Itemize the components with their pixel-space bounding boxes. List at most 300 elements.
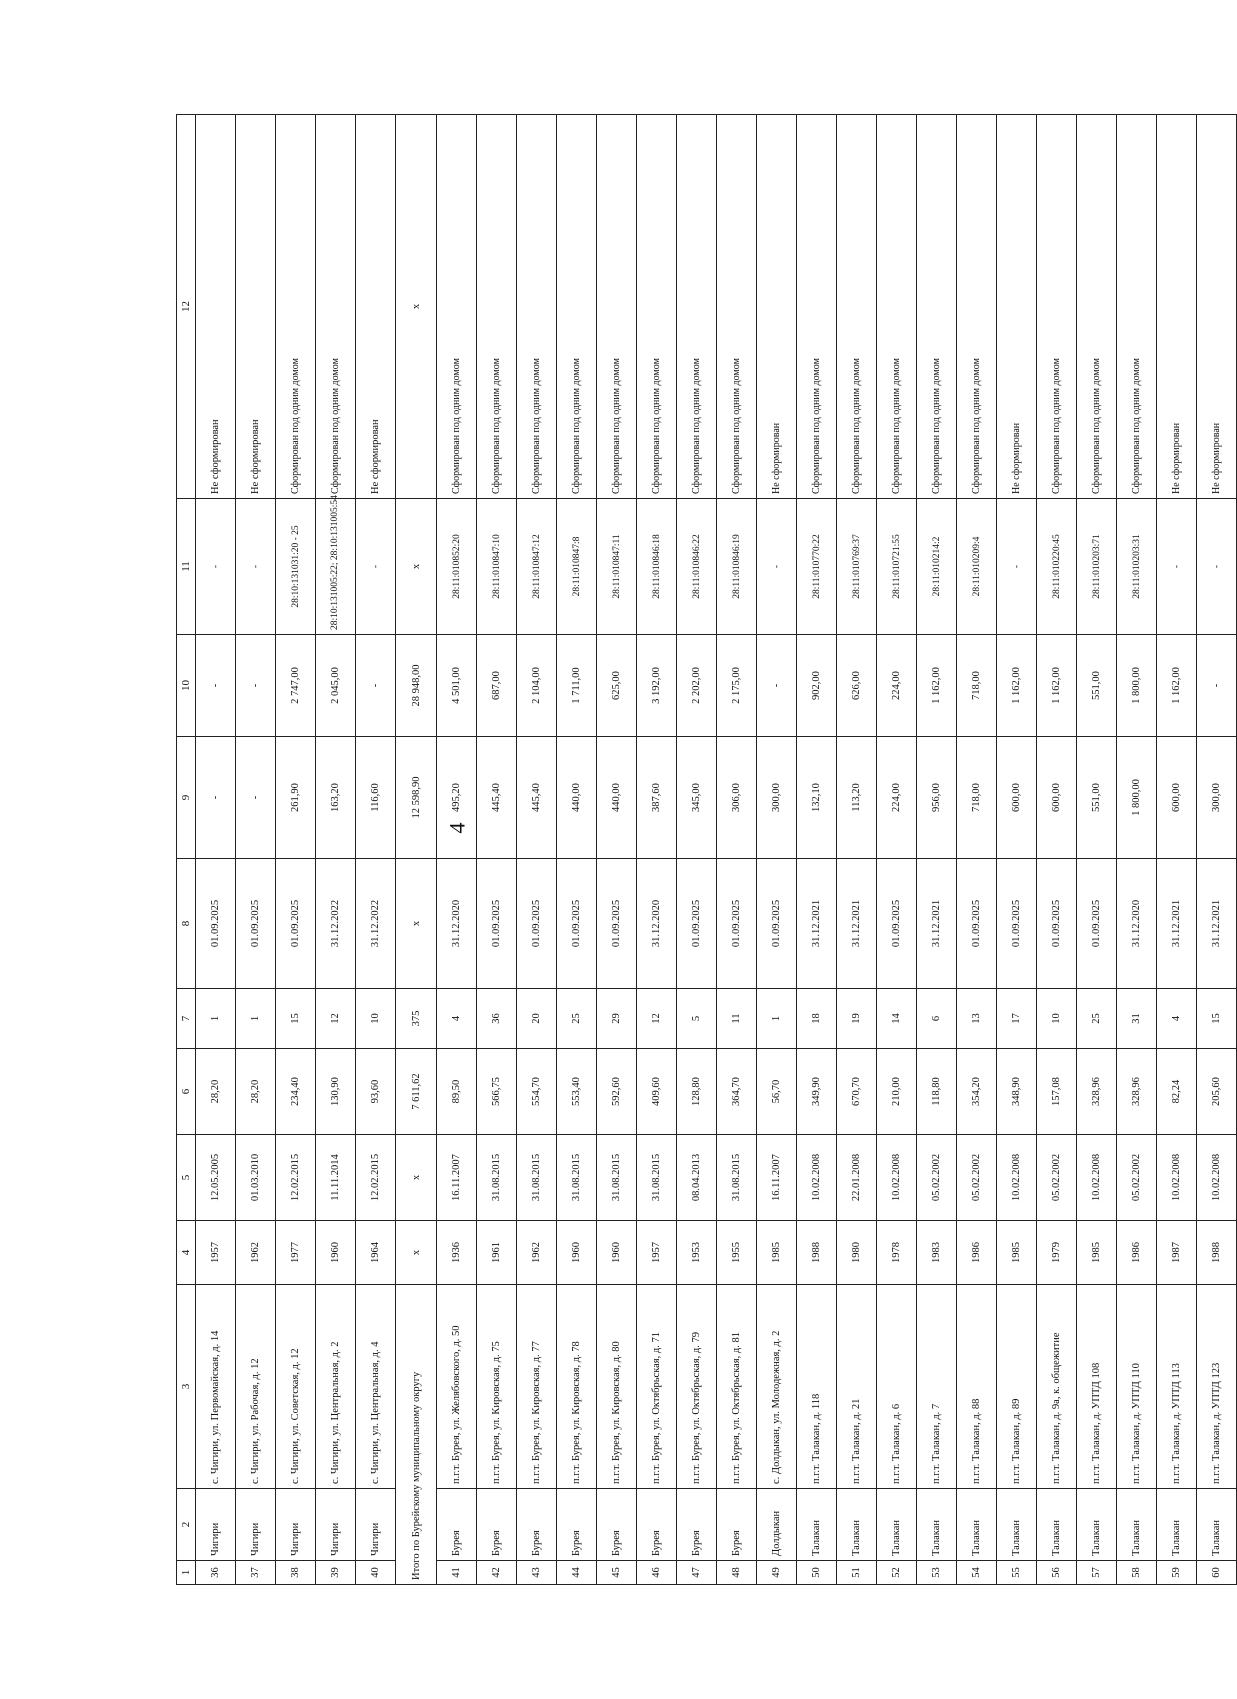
cadastral-cell: 28:11:010847:12: [517, 499, 557, 635]
land-area-cell: 687,00: [477, 635, 517, 737]
table-row: [717, 115, 757, 1585]
area-cell: 210,00: [877, 1049, 917, 1135]
row-number: 36: [196, 1561, 236, 1585]
deadline-cell: 31.12.2021: [837, 859, 877, 989]
status-cell: Сформирован под одним домом: [677, 115, 717, 499]
table-row: [877, 115, 917, 1585]
recognized-date-cell: 05.02.2002: [1117, 1135, 1157, 1221]
table-row: [677, 115, 717, 1585]
year-cell: 1985: [997, 1221, 1037, 1285]
col-header: 7: [177, 989, 196, 1049]
table-row: [437, 115, 477, 1585]
area-cell: 670,70: [837, 1049, 877, 1135]
table-row: [316, 115, 356, 1585]
year-cell: 1986: [957, 1221, 997, 1285]
land-area-cell: 626,00: [837, 635, 877, 737]
row-number: 45: [597, 1561, 637, 1585]
land-area-cell: -: [196, 635, 236, 737]
col-header: 9: [177, 737, 196, 859]
settled-area-cell: 551,00: [1077, 737, 1117, 859]
recognized-date-cell: 05.02.2002: [1037, 1135, 1077, 1221]
cadastral-cell: 28:11:010214:2: [917, 499, 957, 635]
table-row: [597, 115, 637, 1585]
area-cell: 354,20: [957, 1049, 997, 1135]
people-cell: 4: [437, 989, 477, 1049]
cadastral-cell: 28:10:131005:22; 28:10:131005:54: [316, 499, 356, 635]
status-cell: Не сформирован: [196, 115, 236, 499]
col-header: 10: [177, 635, 196, 737]
row-number: 58: [1117, 1561, 1157, 1585]
registry-body: [196, 115, 437, 1585]
total-recognized: x: [396, 1135, 437, 1221]
land-area-cell: -: [236, 635, 276, 737]
recognized-date-cell: 31.08.2015: [557, 1135, 597, 1221]
cadastral-cell: -: [236, 499, 276, 635]
address-cell: п.г.т. Талакан, д. УПТД 123: [1197, 1285, 1237, 1489]
cadastral-cell: 28:11:010209:4: [957, 499, 997, 635]
recognized-date-cell: 10.02.2008: [877, 1135, 917, 1221]
row-number: 44: [557, 1561, 597, 1585]
address-cell: п.г.т. Талакан, д. 7: [917, 1285, 957, 1489]
people-cell: 18: [797, 989, 837, 1049]
recognized-date-cell: 08.04.2013: [677, 1135, 717, 1221]
people-cell: 10: [356, 989, 396, 1049]
land-area-cell: 2 202,00: [677, 635, 717, 737]
cadastral-cell: -: [1157, 499, 1197, 635]
status-cell: Сформирован под одним домом: [637, 115, 677, 499]
status-cell: Не сформирован: [356, 115, 396, 499]
settled-area-cell: 440,00: [557, 737, 597, 859]
deadline-cell: 01.09.2025: [276, 859, 316, 989]
deadline-cell: 01.09.2025: [877, 859, 917, 989]
table-row: [917, 115, 957, 1585]
status-cell: Сформирован под одним домом: [917, 115, 957, 499]
year-cell: 1957: [637, 1221, 677, 1285]
area-cell: 93,60: [356, 1049, 396, 1135]
address-cell: п.г.т. Бурея, ул. Октябрьская, д. 71: [637, 1285, 677, 1489]
year-cell: 1988: [797, 1221, 837, 1285]
recognized-date-cell: 11.11.2014: [316, 1135, 356, 1221]
area-cell: 130,90: [316, 1049, 356, 1135]
settlement-cell: Бурея: [637, 1489, 677, 1561]
area-cell: 328,96: [1117, 1049, 1157, 1135]
row-number: 38: [276, 1561, 316, 1585]
cadastral-cell: 28:11:010847:10: [477, 499, 517, 635]
address-cell: с. Чигири, ул. Центральная, д. 2: [316, 1285, 356, 1489]
table-row: [1037, 115, 1077, 1585]
cadastral-cell: 28:11:010846:18: [637, 499, 677, 635]
address-cell: п.г.т. Бурея, ул. Октябрьская, д. 81: [717, 1285, 757, 1489]
table-row: [356, 115, 396, 1585]
address-cell: п.г.т. Талакан, д. 88: [957, 1285, 997, 1489]
recognized-date-cell: 05.02.2002: [917, 1135, 957, 1221]
people-cell: 13: [957, 989, 997, 1049]
year-cell: 1985: [757, 1221, 797, 1285]
area-cell: 157,08: [1037, 1049, 1077, 1135]
area-cell: 349,90: [797, 1049, 837, 1135]
people-cell: 6: [917, 989, 957, 1049]
land-area-cell: 4 501,00: [437, 635, 477, 737]
recognized-date-cell: 10.02.2008: [1077, 1135, 1117, 1221]
table-row: [797, 115, 837, 1585]
settlement-cell: Талакан: [1157, 1489, 1197, 1561]
deadline-cell: 31.12.2022: [316, 859, 356, 989]
col-header: 1: [177, 1561, 196, 1585]
recognized-date-cell: 01.03.2010: [236, 1135, 276, 1221]
year-cell: 1980: [837, 1221, 877, 1285]
land-area-cell: 224,00: [877, 635, 917, 737]
settled-area-cell: -: [236, 737, 276, 859]
settlement-cell: Талакан: [957, 1489, 997, 1561]
settlement-cell: Чигири: [196, 1489, 236, 1561]
row-number: 43: [517, 1561, 557, 1585]
settlement-cell: Талакан: [997, 1489, 1037, 1561]
deadline-cell: 01.09.2025: [196, 859, 236, 989]
status-cell: Сформирован под одним домом: [517, 115, 557, 499]
people-cell: 5: [677, 989, 717, 1049]
recognized-date-cell: 12.05.2005: [196, 1135, 236, 1221]
area-cell: 205,60: [1197, 1049, 1237, 1135]
table-row: [1157, 115, 1197, 1585]
status-cell: Сформирован под одним домом: [877, 115, 917, 499]
recognized-date-cell: 12.02.2015: [276, 1135, 316, 1221]
cadastral-cell: 28:11:010770:22: [797, 499, 837, 635]
deadline-cell: 01.09.2025: [677, 859, 717, 989]
address-cell: п.г.т. Талакан, д. 6: [877, 1285, 917, 1489]
row-number: 39: [316, 1561, 356, 1585]
settlement-cell: Талакан: [917, 1489, 957, 1561]
settled-area-cell: 387,60: [637, 737, 677, 859]
recognized-date-cell: 31.08.2015: [597, 1135, 637, 1221]
recognized-date-cell: 31.08.2015: [637, 1135, 677, 1221]
cadastral-cell: 28:11:010847:11: [597, 499, 637, 635]
people-cell: 12: [316, 989, 356, 1049]
settled-area-cell: 600,00: [997, 737, 1037, 859]
recognized-date-cell: 16.11.2007: [757, 1135, 797, 1221]
address-cell: п.г.т. Талакан, д. УПТД 108: [1077, 1285, 1117, 1489]
status-cell: Сформирован под одним домом: [597, 115, 637, 499]
status-cell: Сформирован под одним домом: [276, 115, 316, 499]
settled-area-cell: -: [196, 737, 236, 859]
col-header: 8: [177, 859, 196, 989]
year-cell: 1962: [236, 1221, 276, 1285]
page-number: 4: [444, 822, 470, 834]
cadastral-cell: 28:11:010721:55: [877, 499, 917, 635]
area-cell: 554,70: [517, 1049, 557, 1135]
address-cell: п.г.т. Бурея, ул. Кировская, д. 75: [477, 1285, 517, 1489]
people-cell: 1: [757, 989, 797, 1049]
row-number: 47: [677, 1561, 717, 1585]
settled-area-cell: 345,00: [677, 737, 717, 859]
cadastral-cell: 28:11:010846:22: [677, 499, 717, 635]
settlement-cell: Чигири: [316, 1489, 356, 1561]
deadline-cell: 01.09.2025: [957, 859, 997, 989]
status-cell: Не сформирован: [997, 115, 1037, 499]
row-number: 49: [757, 1561, 797, 1585]
year-cell: 1957: [196, 1221, 236, 1285]
land-area-cell: 2 747,00: [276, 635, 316, 737]
deadline-cell: 01.09.2025: [757, 859, 797, 989]
row-number: 55: [997, 1561, 1037, 1585]
col-header: 6: [177, 1049, 196, 1135]
address-cell: п.г.т. Бурея, ул. Кировская, д. 77: [517, 1285, 557, 1489]
year-cell: 1987: [1157, 1221, 1197, 1285]
row-number: 59: [1157, 1561, 1197, 1585]
status-cell: Сформирован под одним домом: [837, 115, 877, 499]
deadline-cell: 01.09.2025: [717, 859, 757, 989]
address-cell: с. Долдыкан, ул. Молодежная, д. 2: [757, 1285, 797, 1489]
area-cell: 56,70: [757, 1049, 797, 1135]
status-cell: Сформирован под одним домом: [797, 115, 837, 499]
table-row: [1077, 115, 1117, 1585]
table-row: [837, 115, 877, 1585]
settled-area-cell: 445,40: [517, 737, 557, 859]
year-cell: 1979: [1037, 1221, 1077, 1285]
cadastral-cell: 28:11:010203:71: [1077, 499, 1117, 635]
people-cell: 1: [236, 989, 276, 1049]
col-header: 4: [177, 1221, 196, 1285]
land-area-cell: 3 192,00: [637, 635, 677, 737]
recognized-date-cell: 10.02.2008: [1157, 1135, 1197, 1221]
registry-body-continued: [437, 115, 1237, 1585]
address-cell: с. Чигири, ул. Первомайская, д. 14: [196, 1285, 236, 1489]
status-cell: Сформирован под одним домом: [1037, 115, 1077, 499]
area-cell: 328,96: [1077, 1049, 1117, 1135]
year-cell: 1986: [1117, 1221, 1157, 1285]
land-area-cell: -: [757, 635, 797, 737]
settlement-cell: Талакан: [1197, 1489, 1237, 1561]
settled-area-cell: 224,00: [877, 737, 917, 859]
area-cell: 553,40: [557, 1049, 597, 1135]
housing-registry-table: [176, 114, 1237, 1585]
status-cell: Сформирован под одним домом: [717, 115, 757, 499]
settled-area-cell: 495,20: [437, 737, 477, 859]
land-area-cell: -: [1197, 635, 1237, 737]
area-cell: 28,20: [236, 1049, 276, 1135]
table-row: [997, 115, 1037, 1585]
col-header: 2: [177, 1489, 196, 1561]
row-number: 57: [1077, 1561, 1117, 1585]
settlement-cell: Чигири: [276, 1489, 316, 1561]
year-cell: 1978: [877, 1221, 917, 1285]
deadline-cell: 01.09.2025: [517, 859, 557, 989]
settled-area-cell: 956,00: [917, 737, 957, 859]
row-number: 60: [1197, 1561, 1237, 1585]
deadline-cell: 01.09.2025: [1037, 859, 1077, 989]
area-cell: 348,90: [997, 1049, 1037, 1135]
area-cell: 89,50: [437, 1049, 477, 1135]
cadastral-cell: 28:11:010203:31: [1117, 499, 1157, 635]
settlement-cell: Бурея: [677, 1489, 717, 1561]
deadline-cell: 01.09.2025: [477, 859, 517, 989]
cadastral-cell: 28:11:010846:19: [717, 499, 757, 635]
cadastral-cell: 28:11:010852:20: [437, 499, 477, 635]
deadline-cell: 31.12.2021: [1157, 859, 1197, 989]
deadline-cell: 31.12.2021: [1197, 859, 1237, 989]
row-number: 46: [637, 1561, 677, 1585]
area-cell: 592,60: [597, 1049, 637, 1135]
settled-area-cell: 300,00: [1197, 737, 1237, 859]
people-cell: 10: [1037, 989, 1077, 1049]
status-cell: Сформирован под одним домом: [437, 115, 477, 499]
recognized-date-cell: 10.02.2008: [997, 1135, 1037, 1221]
total-land-area: 28 948,00: [396, 635, 437, 737]
land-area-cell: 1 162,00: [1157, 635, 1197, 737]
people-cell: 36: [477, 989, 517, 1049]
deadline-cell: 31.12.2020: [637, 859, 677, 989]
total-label: Итого по Бурейскому муниципальному округу: [396, 1285, 437, 1585]
people-cell: 17: [997, 989, 1037, 1049]
settled-area-cell: 440,00: [597, 737, 637, 859]
settled-area-cell: 445,40: [477, 737, 517, 859]
row-number: 54: [957, 1561, 997, 1585]
col-header: 3: [177, 1285, 196, 1489]
settlement-cell: Бурея: [517, 1489, 557, 1561]
address-cell: п.г.т. Бурея, ул. Кировская, д. 80: [597, 1285, 637, 1489]
area-cell: 364,70: [717, 1049, 757, 1135]
table-row: [517, 115, 557, 1585]
land-area-cell: -: [356, 635, 396, 737]
table-row: [1197, 115, 1237, 1585]
settlement-cell: Бурея: [477, 1489, 517, 1561]
settlement-cell: Талакан: [1037, 1489, 1077, 1561]
land-area-cell: 1 162,00: [917, 635, 957, 737]
table-row: [276, 115, 316, 1585]
area-cell: 566,75: [477, 1049, 517, 1135]
recognized-date-cell: 31.08.2015: [717, 1135, 757, 1221]
people-cell: 29: [597, 989, 637, 1049]
deadline-cell: 31.12.2020: [1117, 859, 1157, 989]
status-cell: Сформирован под одним домом: [316, 115, 356, 499]
row-number: 53: [917, 1561, 957, 1585]
year-cell: 1960: [316, 1221, 356, 1285]
row-number: 48: [717, 1561, 757, 1585]
address-cell: п.г.т. Талакан, д. 21: [837, 1285, 877, 1489]
address-cell: п.г.т. Талакан, д. 118: [797, 1285, 837, 1489]
land-area-cell: 625,00: [597, 635, 637, 737]
area-cell: 82,24: [1157, 1049, 1197, 1135]
status-cell: Не сформирован: [1157, 115, 1197, 499]
people-cell: 11: [717, 989, 757, 1049]
cadastral-cell: 28:10:131031:20 - 25: [276, 499, 316, 635]
recognized-date-cell: 12.02.2015: [356, 1135, 396, 1221]
settled-area-cell: 163,20: [316, 737, 356, 859]
people-cell: 20: [517, 989, 557, 1049]
settled-area-cell: 261,90: [276, 737, 316, 859]
cadastral-cell: -: [997, 499, 1037, 635]
row-number: 51: [837, 1561, 877, 1585]
deadline-cell: 01.09.2025: [236, 859, 276, 989]
area-cell: 128,80: [677, 1049, 717, 1135]
table-row: [557, 115, 597, 1585]
total-settled-area: 12 598,90: [396, 737, 437, 859]
land-area-cell: 2 045,00: [316, 635, 356, 737]
people-cell: 19: [837, 989, 877, 1049]
people-cell: 15: [276, 989, 316, 1049]
registry-sheet: [176, 115, 1222, 1585]
status-cell: Сформирован под одним домом: [557, 115, 597, 499]
address-cell: с. Чигири, ул. Центральная, д. 4: [356, 1285, 396, 1489]
row-number: 56: [1037, 1561, 1077, 1585]
row-number: 40: [356, 1561, 396, 1585]
year-cell: 1983: [917, 1221, 957, 1285]
table-row: [957, 115, 997, 1585]
row-number: 41: [437, 1561, 477, 1585]
status-cell: Не сформирован: [757, 115, 797, 499]
cadastral-cell: -: [1197, 499, 1237, 635]
total-cadastral: x: [396, 499, 437, 635]
recognized-date-cell: 10.02.2008: [1197, 1135, 1237, 1221]
land-area-cell: 2 175,00: [717, 635, 757, 737]
row-number: 52: [877, 1561, 917, 1585]
address-cell: п.г.т. Бурея, ул. Октябрьская, д. 79: [677, 1285, 717, 1489]
total-people: 375: [396, 989, 437, 1049]
area-cell: 234,40: [276, 1049, 316, 1135]
settled-area-cell: 600,00: [1157, 737, 1197, 859]
recognized-date-cell: 31.08.2015: [477, 1135, 517, 1221]
land-area-cell: 1 800,00: [1117, 635, 1157, 737]
address-cell: п.г.т. Бурея, ул. Кировская, д. 78: [557, 1285, 597, 1489]
land-area-cell: 902,00: [797, 635, 837, 737]
settlement-cell: Долдыкан: [757, 1489, 797, 1561]
settled-area-cell: 306,00: [717, 737, 757, 859]
deadline-cell: 31.12.2021: [917, 859, 957, 989]
people-cell: 12: [637, 989, 677, 1049]
year-cell: 1985: [1077, 1221, 1117, 1285]
year-cell: 1953: [677, 1221, 717, 1285]
settled-area-cell: 718,00: [957, 737, 997, 859]
table-row: [637, 115, 677, 1585]
deadline-cell: 31.12.2020: [437, 859, 477, 989]
address-cell: п.г.т. Талакан, д. УПТД 113: [1157, 1285, 1197, 1489]
status-cell: Сформирован под одним домом: [477, 115, 517, 499]
settled-area-cell: 600,00: [1037, 737, 1077, 859]
year-cell: 1955: [717, 1221, 757, 1285]
settled-area-cell: 300,00: [757, 737, 797, 859]
settled-area-cell: 132,10: [797, 737, 837, 859]
address-cell: п.г.т. Талакан, д. 89: [997, 1285, 1037, 1489]
settlement-cell: Талакан: [1077, 1489, 1117, 1561]
land-area-cell: 1 162,00: [997, 635, 1037, 737]
table-row: [477, 115, 517, 1585]
cadastral-cell: -: [196, 499, 236, 635]
year-cell: 1977: [276, 1221, 316, 1285]
deadline-cell: 01.09.2025: [597, 859, 637, 989]
col-header: 5: [177, 1135, 196, 1221]
cadastral-cell: 28:11:010220:45: [1037, 499, 1077, 635]
recognized-date-cell: 10.02.2008: [797, 1135, 837, 1221]
year-cell: 1988: [1197, 1221, 1237, 1285]
cadastral-cell: 28:11:010847:8: [557, 499, 597, 635]
cadastral-cell: 28:11:010769:37: [837, 499, 877, 635]
land-area-cell: 718,00: [957, 635, 997, 737]
address-cell: с. Чигири, ул. Советская, д. 12: [276, 1285, 316, 1489]
year-cell: 1960: [597, 1221, 637, 1285]
settlement-cell: Талакан: [837, 1489, 877, 1561]
total-deadline: x: [396, 859, 437, 989]
table-row: [196, 115, 236, 1585]
settlement-cell: Бурея: [437, 1489, 477, 1561]
people-cell: 25: [1077, 989, 1117, 1049]
area-cell: 118,80: [917, 1049, 957, 1135]
land-area-cell: 1 162,00: [1037, 635, 1077, 737]
land-area-cell: 551,00: [1077, 635, 1117, 737]
settlement-cell: Бурея: [557, 1489, 597, 1561]
settlement-cell: Бурея: [597, 1489, 637, 1561]
address-cell: п.г.т. Талакан, д. УПТД 110: [1117, 1285, 1157, 1489]
status-cell: Сформирован под одним домом: [957, 115, 997, 499]
people-cell: 15: [1197, 989, 1237, 1049]
